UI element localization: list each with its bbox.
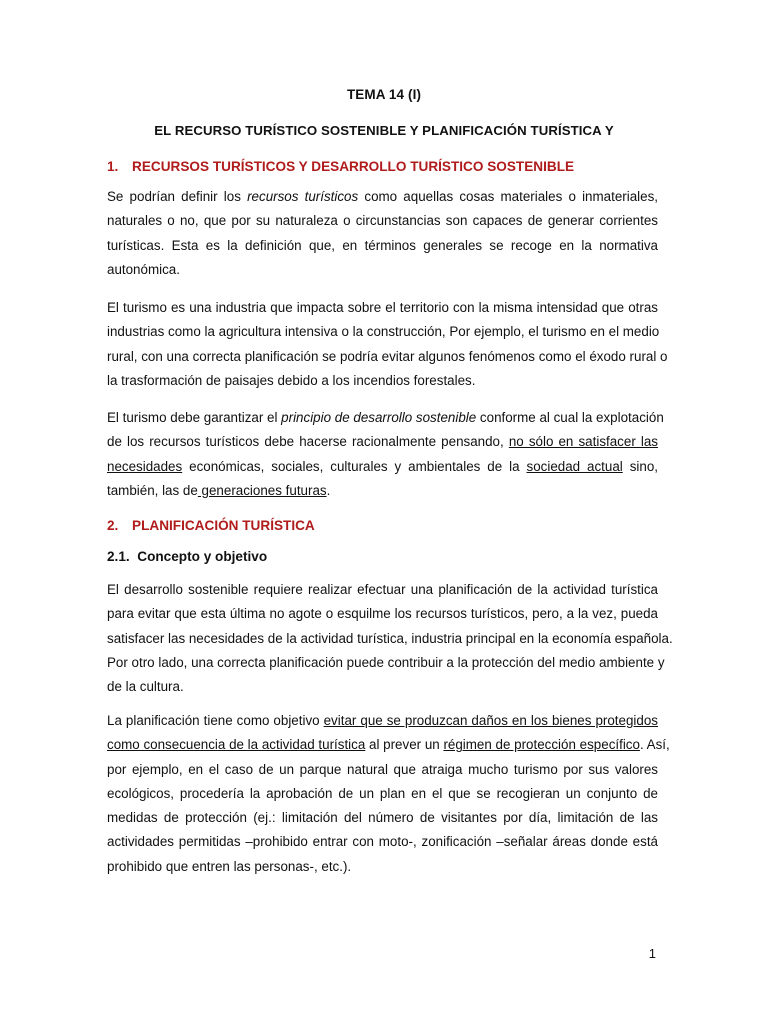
- section-1-number: 1.: [107, 159, 119, 174]
- section-1-paragraph-2: [107, 296, 668, 393]
- underlined-text: sociedad actual: [526, 458, 623, 474]
- document-title: TEMA 14 (I): [346, 87, 422, 102]
- underlined-text: como consecuencia de la actividad turística: [107, 737, 366, 753]
- text-line: El turismo es una industria que impacta sobre el territorio con la misma intensidad que otras: [107, 300, 658, 315]
- text-run: también, las de: [107, 482, 198, 498]
- text-run: .: [326, 482, 331, 498]
- section-2-title: PLANIFICACIÓN TURÍSTICA: [132, 518, 315, 533]
- text-line: autonómica.: [107, 261, 180, 277]
- text-line: de la cultura.: [107, 679, 184, 695]
- underlined-text: evitar que se produzcan daños en los bienes protegidos: [323, 713, 658, 728]
- section-1-heading: [107, 159, 574, 174]
- subsection-2-1-heading: [107, 549, 267, 564]
- section-2-number: 2.: [107, 518, 119, 533]
- text-run: al prever un: [365, 737, 444, 753]
- text-line: rural, con una correcta planificación se podría evitar algunos fenómenos como el éxodo rural o: [107, 348, 668, 364]
- text-line: la trasformación de paisajes debido a los incendios forestales.: [107, 372, 476, 388]
- text-line: El desarrollo sostenible requiere realizar efectuar una planificación de la actividad turística: [107, 582, 658, 597]
- text-run: como aquellas cosas materiales o inmateriales,: [358, 189, 658, 204]
- text-line: medidas de protección (ej.: limitación del número de visitantes por día, limitación de las: [107, 810, 658, 826]
- text-line: industrias como la agricultura intensiva o la construcción, Por ejemplo, el turismo en el medio: [107, 324, 660, 340]
- text-line: actividades permitidas –prohibido entrar con moto-, zonificación –señalar áreas donde está: [107, 834, 658, 850]
- section-2-paragraph-2: [107, 709, 670, 879]
- text-run: de los recursos turísticos debe hacerse racionalmente pensando,: [107, 434, 509, 450]
- text-line: para evitar que esta última no agote o esquilme los recursos turísticos, pero, a la vez, pueda: [107, 606, 658, 622]
- text-run: El turismo debe garantizar el: [107, 410, 282, 425]
- underlined-text: necesidades: [107, 458, 183, 474]
- text-run: Se podrían definir los: [107, 189, 248, 204]
- section-1-paragraph-1: [107, 185, 658, 282]
- text-line: turísticas. Esta es la definición que, en términos generales se recoge en la normativa: [107, 237, 658, 253]
- text-line: prohibido que entren las personas-, etc.).: [107, 858, 352, 874]
- text-run: . Así,: [639, 737, 670, 753]
- section-1-paragraph-3: [107, 406, 664, 503]
- text-line: ecológicos, procedería la aprobación de un plan en el que se recogieran un conjunto de: [107, 785, 658, 801]
- text-run: La planificación tiene como objetivo: [107, 713, 324, 728]
- section-2-paragraph-1: [107, 578, 673, 699]
- document-subtitle: EL RECURSO TURÍSTICO SOSTENIBLE Y PLANIFICACIÓN TURÍSTICA Y: [154, 123, 614, 138]
- text-run: conforme al cual la explotación: [476, 410, 664, 425]
- underlined-text: generaciones futuras: [197, 482, 327, 498]
- term-recursos-turisticos: recursos turísticos: [247, 189, 359, 204]
- text-line: naturales o no, que por su naturaleza o circunstancias son capaces de generar corrientes: [107, 213, 658, 229]
- underlined-text: régimen de protección específico: [443, 737, 640, 753]
- section-2-heading: [107, 518, 315, 533]
- page-number: 1: [648, 946, 656, 961]
- text-line: satisfacer las necesidades de la actividad turística, industria principal en la economía española.: [107, 630, 673, 646]
- text-line: Por otro lado, una correcta planificación puede contribuir a la protección del medio ambiente y: [107, 654, 665, 670]
- subsection-2-1-number: 2.1.: [107, 549, 130, 564]
- term-principio-desarrollo-sostenible: principio de desarrollo sostenible: [281, 410, 477, 425]
- text-run: sino,: [622, 458, 659, 474]
- section-1-title: RECURSOS TURÍSTICOS Y DESARROLLO TURÍSTICO SOSTENIBLE: [132, 159, 575, 174]
- subsection-2-1-title: Concepto y objetivo: [137, 549, 268, 564]
- text-run: económicas, sociales, culturales y ambientales de la: [182, 458, 527, 474]
- underlined-text: no sólo en satisfacer las: [508, 434, 659, 450]
- text-line: por ejemplo, en el caso de un parque natural que atraiga mucho turismo por sus valores: [107, 761, 658, 777]
